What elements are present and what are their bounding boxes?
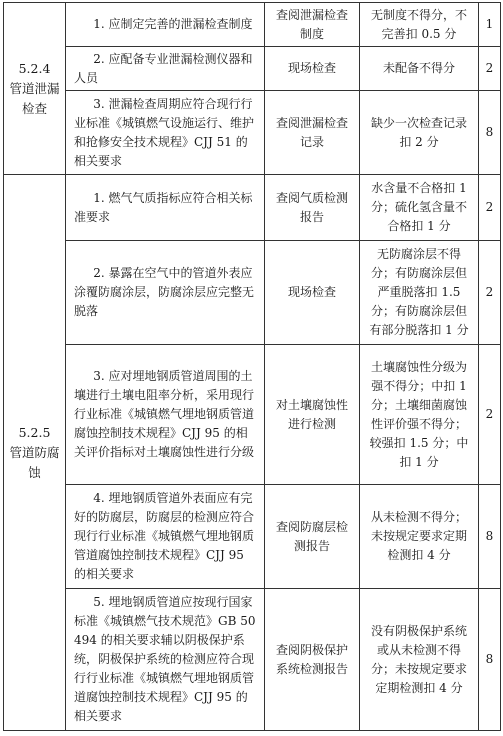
criteria-cell: 没有阴极保护系统或从未检测不得分；未按规定要求定期检测扣 4 分 (360, 589, 479, 731)
criteria-cell: 无制度不得分，不完善扣 0.5 分 (360, 3, 479, 47)
score-cell: 8 (479, 91, 501, 175)
section-name: 管道泄漏检查 (9, 80, 60, 116)
table-row (4, 3, 501, 47)
table-row (4, 485, 501, 589)
section-code: 5.2.4 (18, 60, 51, 76)
item-cell: 3. 应对埋地钢质管道周围的土壤进行土壤电阻率分析，采用现行行业标准《城镇燃气埋地钢质管道腐蚀控制技术规程》CJJ 95 的相关评价指标对土壤腐蚀性进行分级 (66, 345, 265, 485)
table-row (4, 47, 501, 91)
section-cell-5-2-5 (4, 175, 66, 731)
score-cell: 8 (479, 589, 501, 731)
method-cell: 查阅阴极保护系统检测报告 (265, 589, 360, 731)
method-cell: 现场检查 (265, 47, 360, 91)
item-cell: 1. 应制定完善的泄漏检查制度 (66, 3, 265, 47)
score-cell: 2 (479, 47, 501, 91)
score-cell: 2 (479, 241, 501, 345)
item-cell: 5. 埋地钢质管道应按现行国家标准《城镇燃气技术规范》GB 50494 的相关要求辅以阴极保护系统，阴极保护系统的检测应符合现行行业标准《城镇燃气埋地钢质管道腐蚀控制技术规程》CJJ 95 的相关要求 (66, 589, 265, 731)
criteria-cell: 从未检测不得分；未按规定要求定期检测扣 4 分 (360, 485, 479, 589)
section-name: 管道防腐蚀 (9, 444, 60, 480)
table-row (4, 345, 501, 485)
criteria-cell: 无防腐涂层不得分；有防腐涂层但严重脱落扣 1.5 分；有防腐涂层但有部分脱落扣 1 分 (360, 241, 479, 345)
score-cell: 1 (479, 3, 501, 47)
method-cell: 现场检查 (265, 241, 360, 345)
score-cell: 2 (479, 345, 501, 485)
criteria-cell: 未配备不得分 (360, 47, 479, 91)
item-cell: 2. 暴露在空气中的管道外表应涂覆防腐涂层，防腐涂层应完整无脱落 (66, 241, 265, 345)
section-code: 5.2.5 (18, 424, 51, 440)
section-cell-5-2-4 (4, 3, 66, 175)
method-cell: 查阅防腐层检测报告 (265, 485, 360, 589)
score-cell: 2 (479, 175, 501, 241)
method-cell: 查阅泄漏检查记录 (265, 91, 360, 175)
item-cell: 3. 泄漏检查周期应符合现行行业标准《城镇燃气设施运行、维护和抢修安全技术规程》CJJ 51 的相关要求 (66, 91, 265, 175)
method-cell: 查阅气质检测报告 (265, 175, 360, 241)
method-cell: 查阅泄漏检查制度 (265, 3, 360, 47)
table-row (4, 241, 501, 345)
criteria-cell: 水含量不合格扣 1 分；硫化氢含量不合格扣 1 分 (360, 175, 479, 241)
method-cell: 对土壤腐蚀性进行检测 (265, 345, 360, 485)
scoring-table (3, 2, 501, 731)
item-cell: 4. 埋地钢质管道外表面应有完好的防腐层，防腐层的检测应符合现行行业标准《城镇燃气埋地钢质管道腐蚀控制技术规程》CJJ 95 的相关要求 (66, 485, 265, 589)
item-cell: 1. 燃气气质指标应符合相关标准要求 (66, 175, 265, 241)
table-row (4, 589, 501, 731)
table-row (4, 91, 501, 175)
criteria-cell: 土壤腐蚀性分级为强不得分；中扣 1 分；土壤细菌腐蚀性评价强不得分；较强扣 1.5 分；中扣 1 分 (360, 345, 479, 485)
score-cell: 8 (479, 485, 501, 589)
table-row (4, 175, 501, 241)
criteria-cell: 缺少一次检查记录扣 2 分 (360, 91, 479, 175)
item-cell: 2. 应配备专业泄漏检测仪器和人员 (66, 47, 265, 91)
